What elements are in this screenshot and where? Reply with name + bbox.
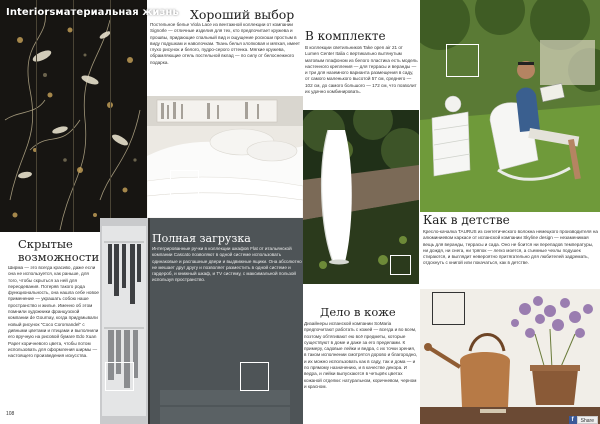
section-title-full-load: Полная загрузка (152, 232, 251, 245)
thumbnail-marker[interactable] (432, 292, 465, 325)
share-button[interactable] (569, 416, 598, 424)
section-text-hidden: Ширма — это всегда красиво, даже если она не используется, как раньше, для того, чтобы скрыться за ней для переодевания. Потеряв такого рода функциональность, она нашла себе новое применение — украшать собою наше пространство и жилье. Именно об этом помнили художники французской компании de Gournay, когда придумывали новый рисунок "Coco Coromandel" с дивными цветами и птицами и выполнили его вручную на рисовой бумаге Edo Xuan Paper коричневого цвета, чтобы потом использовать для оформления ширмы — настоящего произведения искусства. (8, 265, 99, 359)
section-text-full-load: Интегрированные ручки в коллекции шкафов Flat от итальянской компании Cascato позволяют в одной системе использовать одинаковые и распашные двери и выдвижные ящики. Она абсолютно не мешает друг другу и позволяет разместить в одной системе и гардероб, и книжный шкаф, и TV систему, с максимальной пользой используя пространство. (152, 246, 302, 283)
section-text-complete: В коллекции светильников Take open air 21 от Lumen Center Italia с вертикально вытянутым матовым плафоном из белого пластика есть модель настенного крепления — для террасы и веранды — и три для наземного варианта размещения в саду, от самого маленького высотой 57 см, среднего — 102 см, до самого большого — 172 см, что позволит их удачно комбинировать. (305, 45, 418, 95)
page-number: 108 (6, 411, 15, 417)
screen-fold (36, 0, 37, 232)
share-label: Share (577, 416, 598, 424)
screen-fold (73, 0, 74, 232)
site-watermark: Interiorsматериальная жизнь (6, 7, 179, 18)
section-text-childhood: Кресло-качалка TAURUS из синтетического волокна немецкого производителя на алюминиевом каркасе от испанской компании Skyline design — незаменимая вещь для веранды, террасы и сада. Оно не боится ни перепадов температуры, ни дождя, ни снега, ни тряпок — легко моется, а съемные чехлы подушек стираются, и выглядит невероятно притягательно для любителей задремать, отдохнуть с книгой или покачаться, как в детстве. (423, 229, 598, 266)
rocking-chair-photo (420, 0, 600, 212)
folding-screen-photo (0, 0, 147, 232)
section-title-hidden: Скрытые возможности (18, 237, 100, 264)
section-text-leather: Дизайнеры испанской компании SoMaria предпочитают работать с кожей — всегда и во всем, поэтому обтягивают ею всё предметы, которые существуют в доме и даже за его пределами. К примеру, садовые лейки и ведра, с их точки зрения, в таком исполнении смотрятся дорово и благородно, и их можно использовать как в саду, так и дома — и по прямому назначению, и в качестве декора. И ведра, и лейки выпускаются в четырёх цветах кожаной отделки: натуральном, коричневом, черном и красном. (304, 321, 418, 389)
thumbnail-marker[interactable] (390, 255, 411, 275)
thumbnail-marker[interactable] (240, 362, 269, 391)
screen-fold (110, 0, 111, 232)
section-title-complete: В комплекте (305, 29, 386, 43)
thumbnail-marker[interactable] (446, 44, 479, 77)
bedding-photo (147, 96, 303, 218)
thumbnail-marker[interactable] (105, 362, 134, 391)
facebook-icon: f (569, 416, 577, 424)
section-title-childhood: Как в детстве (423, 213, 510, 227)
section-title-leather: Дело в коже (320, 305, 396, 319)
thumbnail-marker[interactable] (170, 170, 199, 199)
section-text-good-choice: Постельное белье Viola Lace из вентажной коллекции от компании Signorle — отличные изделия для тех, кто предпочитает кружева и прошвы, придающие спальный вид и ощущение роскоши простым в виду подушкам и наволочкам. Ткань белья хлопковая и мягкая, имеет глухо рисунок и белого, пудро-серого оттенка. Мягкие кружева, обрамляющие отель постельной вклад — по силу от белоснежного подарка. (150, 22, 301, 65)
section-title-good-choice: Хороший выбор (190, 7, 295, 22)
